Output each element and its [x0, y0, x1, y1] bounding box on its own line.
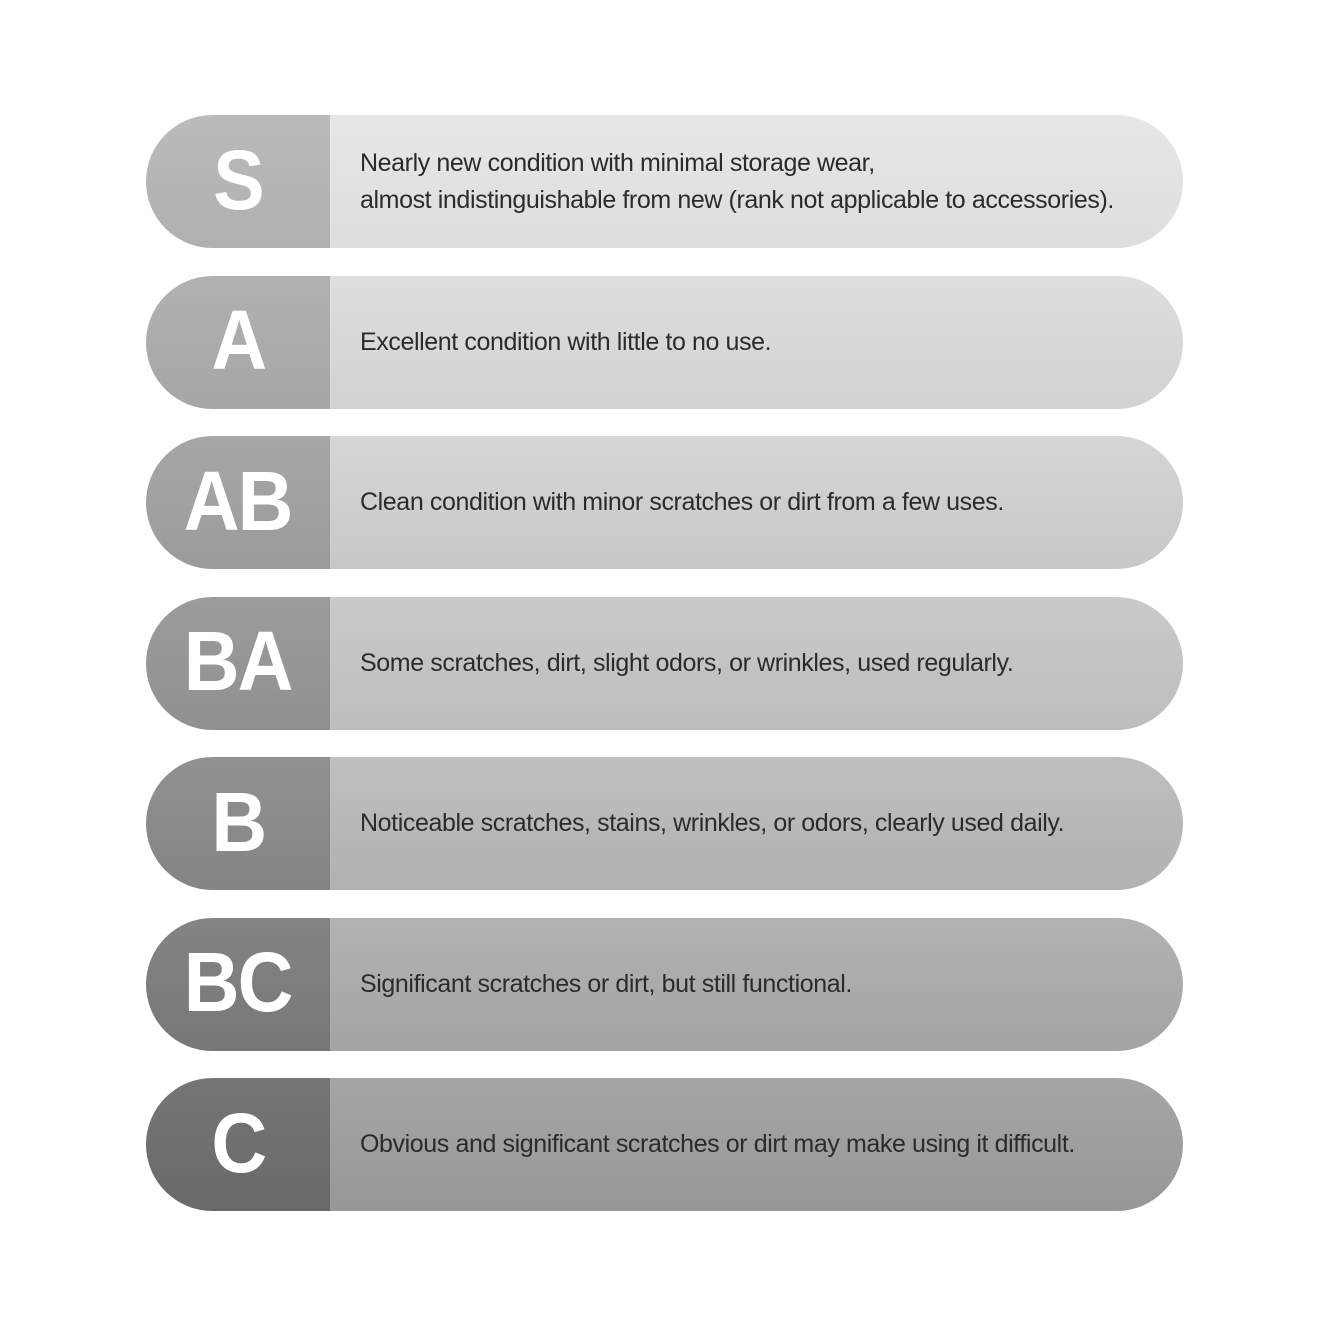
rank-letter: C [211, 1095, 265, 1190]
rank-description-panel [330, 115, 1183, 248]
rank-badge [146, 436, 330, 569]
rank-row [146, 276, 1183, 409]
rank-description [330, 645, 1073, 681]
rank-description [330, 145, 1174, 218]
rank-description-panel [330, 757, 1183, 890]
rank-description-panel [330, 436, 1183, 569]
rank-letter: BC [184, 935, 292, 1029]
rank-rows [146, 115, 1183, 1211]
rank-badge [146, 757, 330, 890]
rank-row [146, 597, 1183, 730]
rank-badge [146, 918, 330, 1051]
rank-badge [146, 1078, 330, 1211]
rank-letter: S [213, 132, 263, 227]
rank-description-line: Significant scratches or dirt, but still functional. [360, 969, 852, 998]
rank-badge [146, 276, 330, 409]
rank-description [330, 324, 831, 360]
rank-letter: BA [184, 614, 292, 708]
rank-description-panel [330, 918, 1183, 1051]
rank-description-line: Clean condition with minor scratches or dirt from a few uses. [360, 488, 1004, 517]
rank-badge [146, 115, 330, 248]
rank-letter: A [211, 293, 265, 387]
rank-row [146, 436, 1183, 569]
rank-description-panel [330, 1078, 1183, 1211]
rank-row [146, 757, 1183, 890]
rank-description [330, 966, 912, 1002]
rank-description-line: Noticeable scratches, stains, wrinkles, or odors, clearly used daily. [360, 809, 1065, 838]
rank-row [146, 1078, 1183, 1211]
rank-row [146, 918, 1183, 1051]
rank-description-line: Some scratches, dirt, slight odors, or wrinkles, used regularly. [360, 648, 1014, 677]
rank-row [146, 115, 1183, 248]
rank-description-line: Obvious and significant scratches or dirt may make using it difficult. [360, 1130, 1075, 1159]
rank-description [330, 1126, 1135, 1162]
rank-badge [146, 597, 330, 730]
rank-description-line: Nearly new condition with minimal storage wear, [360, 149, 875, 178]
rank-description-line: Excellent condition with little to no use. [360, 327, 772, 356]
rank-description [330, 805, 1124, 841]
rank-letter: B [211, 774, 265, 869]
rank-letter: AB [184, 453, 292, 548]
rank-description [330, 484, 1064, 520]
rank-description-panel [330, 276, 1183, 409]
rank-description-line: almost indistinguishable from new (rank not applicable to accessories). [360, 185, 1114, 214]
rank-description-panel [330, 597, 1183, 730]
